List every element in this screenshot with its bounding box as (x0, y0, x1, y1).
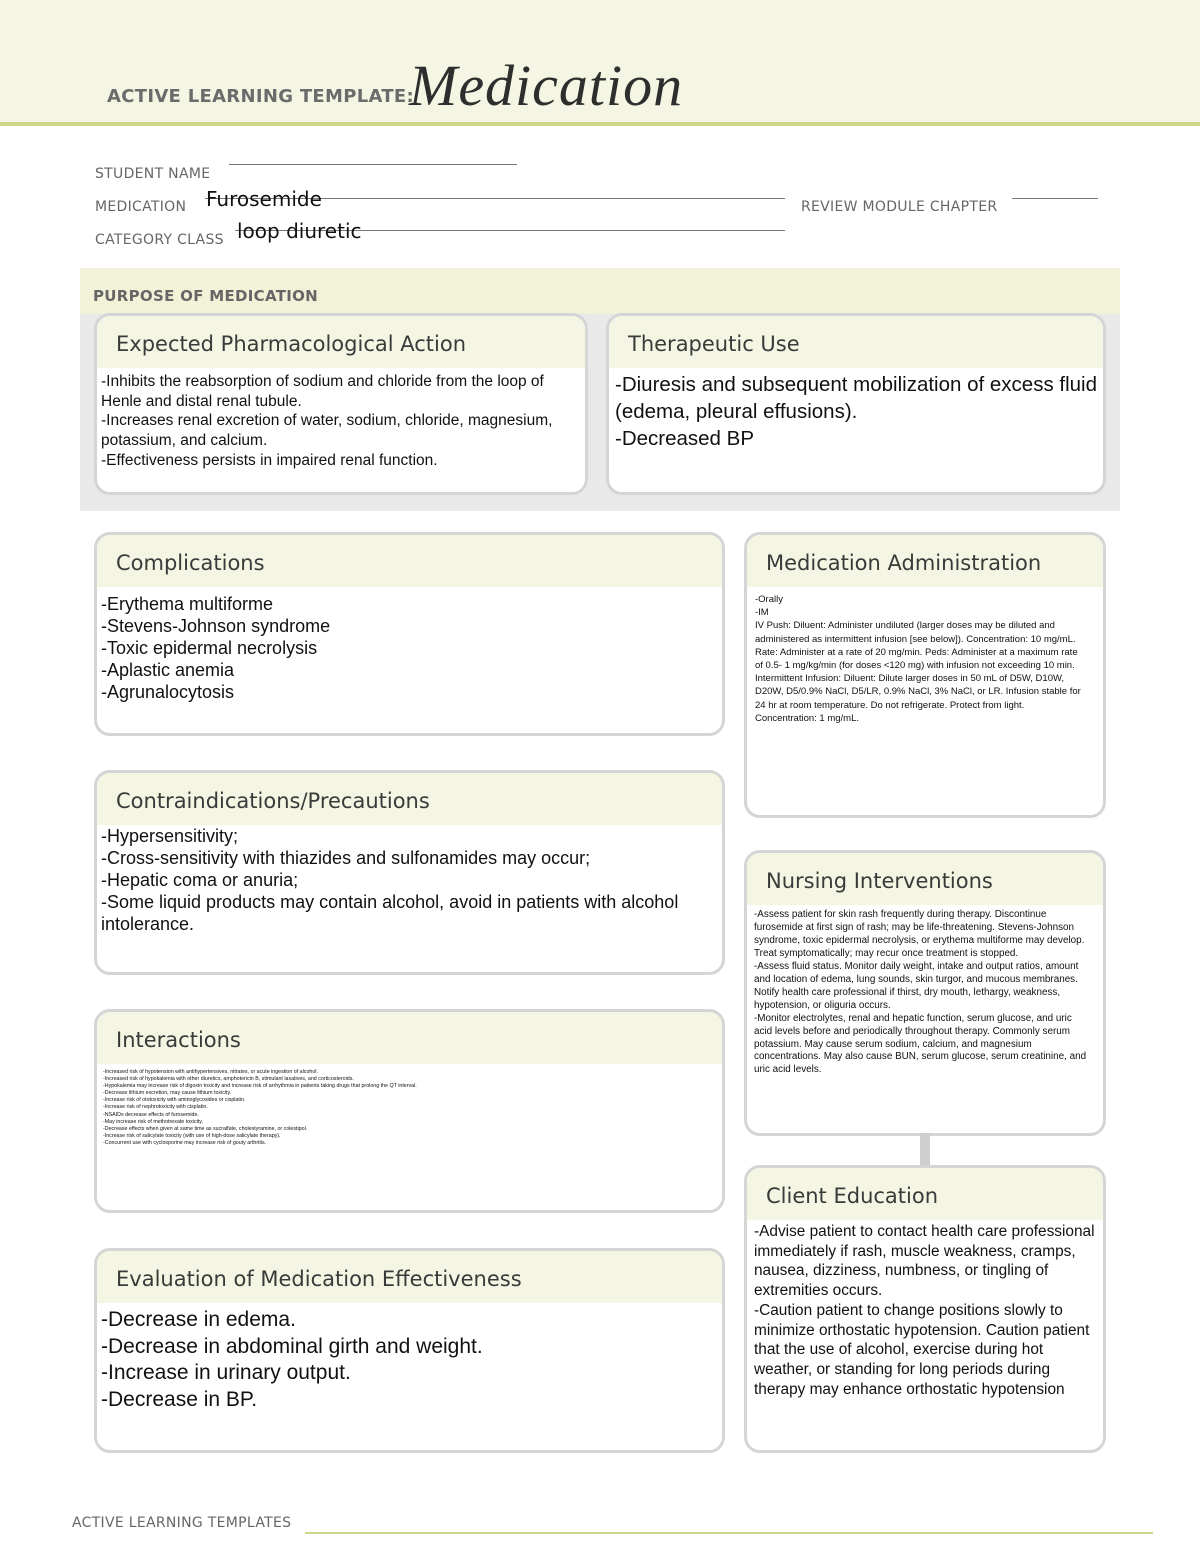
evaluation-body (97, 1303, 722, 1413)
contraindications-body (97, 825, 722, 935)
interactions-body (97, 1064, 722, 1147)
review-module-label: REVIEW MODULE CHAPTER (801, 199, 998, 215)
connector-bar (920, 1133, 930, 1167)
complications-text[interactable]: -Erythema multiforme -Stevens-Johnson syndrome -Toxic epidermal necrolysis -Aplastic anemia -Agrunalocytosis (101, 594, 331, 702)
interactions-card (94, 1009, 725, 1213)
medication-value: Furosemide (206, 187, 322, 211)
footer-label: ACTIVE LEARNING TEMPLATES (72, 1515, 292, 1531)
client-education-card (744, 1165, 1106, 1453)
therapeutic-use-text[interactable]: -Diuresis and subsequent mobilization of excess fluid (edema, pleural effusions). -Decreased BP (615, 373, 1098, 450)
medication-label: MEDICATION (95, 199, 187, 215)
contraindications-card (94, 770, 725, 975)
complications-card (94, 532, 725, 736)
evaluation-text[interactable]: -Decrease in edema. -Decrease in abdominal girth and weight. -Increase in urinary output. -Decrease in BP. (101, 1308, 483, 1411)
complications-title: Complications (97, 535, 722, 587)
client-education-title: Client Education (747, 1168, 1103, 1220)
category-class-label: CATEGORY CLASS (95, 232, 224, 248)
category-class-value: loop diuretic (237, 219, 362, 243)
client-education-text[interactable]: -Advise patient to contact health care professional immediately if rash, muscle weakness, cramps, nausea, dizziness, numbness, or tingling of extremities occurs. -Caution patient to change positions slowly to minimize orthostatic hypotension. Caution patient that the use of alcohol, exercise during hot weather, or standing for long periods during therapy may enhance orthostatic hypotension (754, 1223, 1095, 1398)
medication-administration-text[interactable]: -Orally -IM IV Push: Diluent: Administer undiluted (larger doses may be diluted and administered as intermittent infusion [see below]). Concentration: 10 mg/mL. Rate: Administer at a rate of 20 mg/min. Peds: Administer at a maximum rate of 0.5- 1 mg/kg/min (for doses <120 mg) with infusion not exceeding 10 min. Intermittent Infusion: Diluent: Dilute larger doses in 50 mL of D5W, D10W, D20W, D5/0.9% NaCl, D5/LR, 0.9% NaCl, 3% NaCl, or LR. Infusion stable for 24 hr at room temperature. Do not refrigerate. Protect from light. Concentration: 1 mg/mL. (755, 594, 1081, 724)
medication-administration-body (747, 587, 1103, 725)
expected-action-title: Expected Pharmacological Action (97, 316, 585, 368)
nursing-interventions-text[interactable]: -Assess patient for skin rash frequently during therapy. Discontinue furosemide at first sign of rash; may be life-threatening. Stevens-Johnson syndrome, toxic epidermal necrolysis, or erythema multiforme may develop. Treat symptomatically; may recur once treatment is stopped. -Assess fluid status. Monitor daily weight, intake and output ratios, amount and location of edema, lung sounds, skin turgor, and mucous membranes. Notify health care professional if thirst, dry mouth, lethargy, weakness, hypotension, or oliguria occurs. -Monitor electrolytes, renal and hepatic function, serum glucose, and uric acid levels before and periodically throughout therapy. Commonly serum potassium. May cause serum sodium, calcium, and magnesium concentrations. May also cause BUN, serum glucose, serum creatinine, and uric acid levels. (754, 909, 1087, 1076)
nursing-interventions-title: Nursing Interventions (747, 853, 1103, 905)
template-label: ACTIVE LEARNING TEMPLATE: (107, 86, 414, 107)
review-module-field[interactable] (1012, 198, 1098, 199)
purpose-label: PURPOSE OF MEDICATION (93, 287, 319, 305)
page-title: Medication (409, 53, 684, 118)
evaluation-title: Evaluation of Medication Effectiveness (97, 1251, 722, 1303)
interactions-title: Interactions (97, 1012, 722, 1064)
complications-body (97, 587, 722, 703)
therapeutic-use-title: Therapeutic Use (609, 316, 1103, 368)
student-name-field[interactable] (229, 164, 517, 165)
client-education-body (747, 1220, 1103, 1399)
expected-action-body (97, 368, 585, 471)
header-divider (0, 122, 1200, 126)
student-name-label: STUDENT NAME (95, 166, 211, 182)
expected-action-card (94, 313, 588, 495)
contraindications-title: Contraindications/Precautions (97, 773, 722, 825)
footer-divider (305, 1532, 1153, 1534)
nursing-interventions-card (744, 850, 1106, 1136)
contraindications-text[interactable]: -Hypersensitivity; -Cross-sensitivity with thiazides and sulfonamides may occur; -Hepatic coma or anuria; -Some liquid products may contain alcohol, avoid in patients with alcohol intolerance. (101, 826, 679, 934)
nursing-interventions-body (747, 905, 1103, 1077)
interactions-text[interactable]: -Increased risk of hypotension with antihypertensives, nitrates, or acute ingestion of alcohol. -Increased risk of hypokalemia with other diuretics, amphotericin B, stimulant laxatives, and corticosteroids. -Hypokalemia may increase risk of digoxin toxicity and increase risk of arrhythmia in patients taking drugs that prolong the QT interval. -Decrease lithium excretion, may cause lithium toxicity. -Increase risk of ototoxicity with aminoglycosides or cisplatin. -Increase risk of nephrotoxicity with cisplatin. -NSAIDs decrease effects of furosemide. -May increase risk of methotrexate toxicity. -Decrease effects when given at same time as sucralfate, cholestyramine, or colestipol. -Increase risk of salicylate toxicity (with use of high-dose salicylate therapy). -Concurrent use with cyclosporine may increase risk of gouty arthritis. (103, 1069, 417, 1146)
medication-administration-card (744, 532, 1106, 818)
evaluation-card (94, 1248, 725, 1453)
expected-action-text[interactable]: -Inhibits the reabsorption of sodium and chloride from the loop of Henle and distal renal tubule. -Increases renal excretion of water, sodium, chloride, magnesium, potassium, and calcium. -Effectiveness persists in impaired renal function. (101, 373, 553, 469)
therapeutic-use-body (609, 368, 1103, 452)
therapeutic-use-card (606, 313, 1106, 495)
medication-administration-title: Medication Administration (747, 535, 1103, 587)
